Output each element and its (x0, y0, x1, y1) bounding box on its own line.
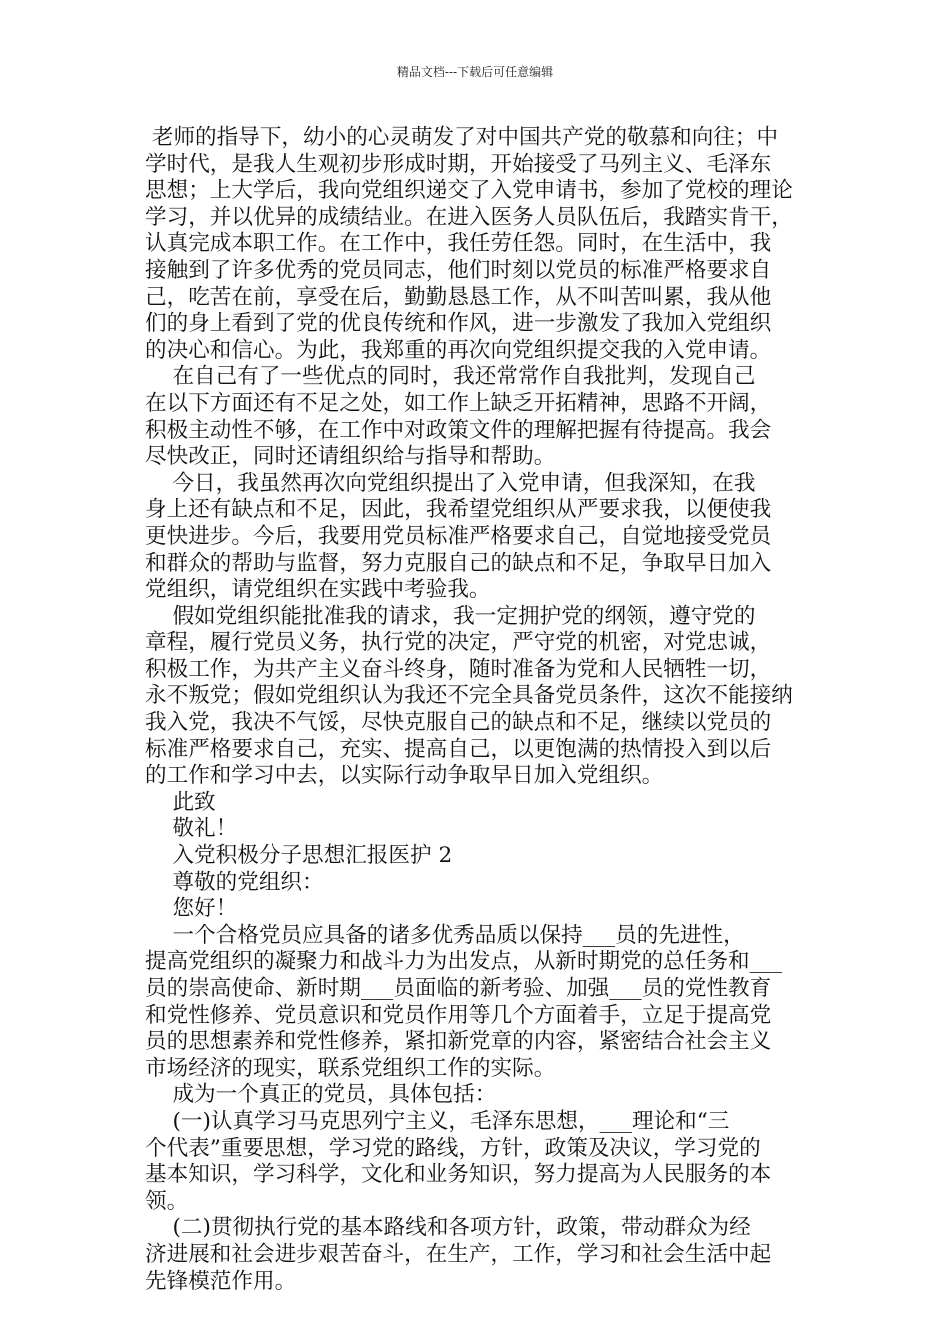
page-header: 精品文档---下载后可任意编辑 (396, 65, 554, 79)
text-line: 和群众的帮助与监督，努力克服自己的缺点和不足，争取早日加入 (145, 550, 772, 576)
text-line: 积极工作，为共产主义奋斗终身，随时准备为党和人民牺牲一切， (145, 656, 772, 682)
text-line: 市场经济的现实，联系党组织工作的实际。 (145, 1055, 556, 1081)
text-line: 员的思想素养和党性修养，紧扣新党章的内容，紧密结合社会主义 (145, 1029, 772, 1055)
text-line: 基本知识，学习科学，文化和业务知识，努力提高为人民服务的本 (145, 1162, 772, 1188)
text-line: 认真完成本职工作。在工作中，我任劳任怨。同时，在生活中，我 (145, 231, 772, 257)
text-line: 章程，履行党员义务，执行党的决定，严守党的机密，对党忠诚， (145, 630, 772, 656)
text-line: 领。 (145, 1188, 189, 1214)
text-line: 学时代，是我人生观初步形成时期，开始接受了马列主义、毛泽东 (145, 151, 772, 177)
text-line: 在自己有了一些优点的同时，我还常常作自我批判，发现自己 (145, 364, 756, 390)
text-line: 积极主动性不够，在工作中对政策文件的理解把握有待提高。我会 (145, 417, 772, 443)
text-line: 在以下方面还有不足之处，如工作上缺乏开拓精神，思路不开阔， (145, 390, 772, 416)
text-line: 己，吃苦在前，享受在后，勤勤恳恳工作，从不叫苦叫累，我从他 (145, 284, 772, 310)
text-line: 您好！ (145, 896, 238, 922)
text-line: 的决心和信心。为此，我郑重的再次向党组织提交我的入党申请。 (145, 337, 772, 363)
text-line: 尊敬的党组织： (145, 869, 324, 895)
text-line: 的工作和学习中去，以实际行动争取早日加入党组织。 (145, 763, 664, 789)
text-line: 学习，并以优异的成绩结业。在进入医务人员队伍后，我踏实肯干， (145, 204, 793, 230)
text-line: 此致 (145, 789, 216, 815)
text-line: 永不叛党；假如党组织认为我还不完全具备党员条件，这次不能接纳 (145, 683, 793, 709)
text-line: 更快进步。今后，我要用党员标准严格要求自己，自觉地接受党员 (145, 523, 772, 549)
document-body (145, 125, 811, 1295)
text-line: 先锋模范作用。 (145, 1268, 297, 1294)
text-line: 员的崇高使命、新时期___员面临的新考验、加强___员的党性教育 (145, 976, 772, 1001)
text-line: 老师的指导下，幼小的心灵萌发了对中国共产党的敬慕和向往；中 (145, 125, 779, 150)
text-line: 假如党组织能批准我的请求，我一定拥护党的纲领，遵守党的 (145, 603, 756, 629)
text-line: 成为一个真正的党员，具体包括： (145, 1082, 497, 1108)
text-line: 济进展和社会进步艰苦奋斗，在生产，工作，学习和社会生活中起 (145, 1241, 772, 1267)
text-line: 入党积极分子思想汇报医护 2 (145, 843, 453, 869)
text-line: 今日，我虽然再次向党组织提出了入党申请，但我深知，在我 (145, 470, 756, 496)
text-line: 和党性修养、党员意识和党员作用等几个方面着手，立足于提高党 (145, 1002, 772, 1028)
text-line: 们的身上看到了党的优良传统和作风，进一步激发了我加入党组织 (145, 311, 772, 337)
text-line: 提高党组织的凝聚力和战斗力为出发点，从新时期党的总任务和___ (145, 949, 783, 975)
text-line: 思想；上大学后，我向党组织递交了入党申请书，参加了党校的理论 (145, 178, 793, 204)
text-line: 个代表”重要思想，学习党的路线，方针，政策及决议，学习党的 (145, 1135, 761, 1161)
text-line: 一个合格党员应具备的诸多优秀品质以保持___员的先进性， (145, 922, 745, 948)
text-line: 身上还有缺点和不足，因此，我希望党组织从严要求我，以便使我 (145, 497, 772, 523)
text-line: 尽快改正，同时还请组织给与指导和帮助。 (145, 444, 556, 470)
text-line: (一)认真学习马克思列宁主义，毛泽东思想，___理论和“三 (145, 1108, 730, 1134)
text-line: 标准严格要求自己，充实、提高自己，以更饱满的热情投入到以后 (145, 736, 772, 762)
text-line: 敬礼！ (145, 816, 238, 842)
text-line: 接触到了许多优秀的党员同志，他们时刻以党员的标准严格要求自 (145, 257, 772, 283)
text-line: 我入党，我决不气馁，尽快克服自己的缺点和不足，继续以党员的 (145, 710, 772, 736)
text-line: 党组织，请党组织在实践中考验我。 (145, 577, 491, 603)
text-line: (二)贯彻执行党的基本路线和各项方针，政策，带动群众为经 (145, 1215, 751, 1241)
